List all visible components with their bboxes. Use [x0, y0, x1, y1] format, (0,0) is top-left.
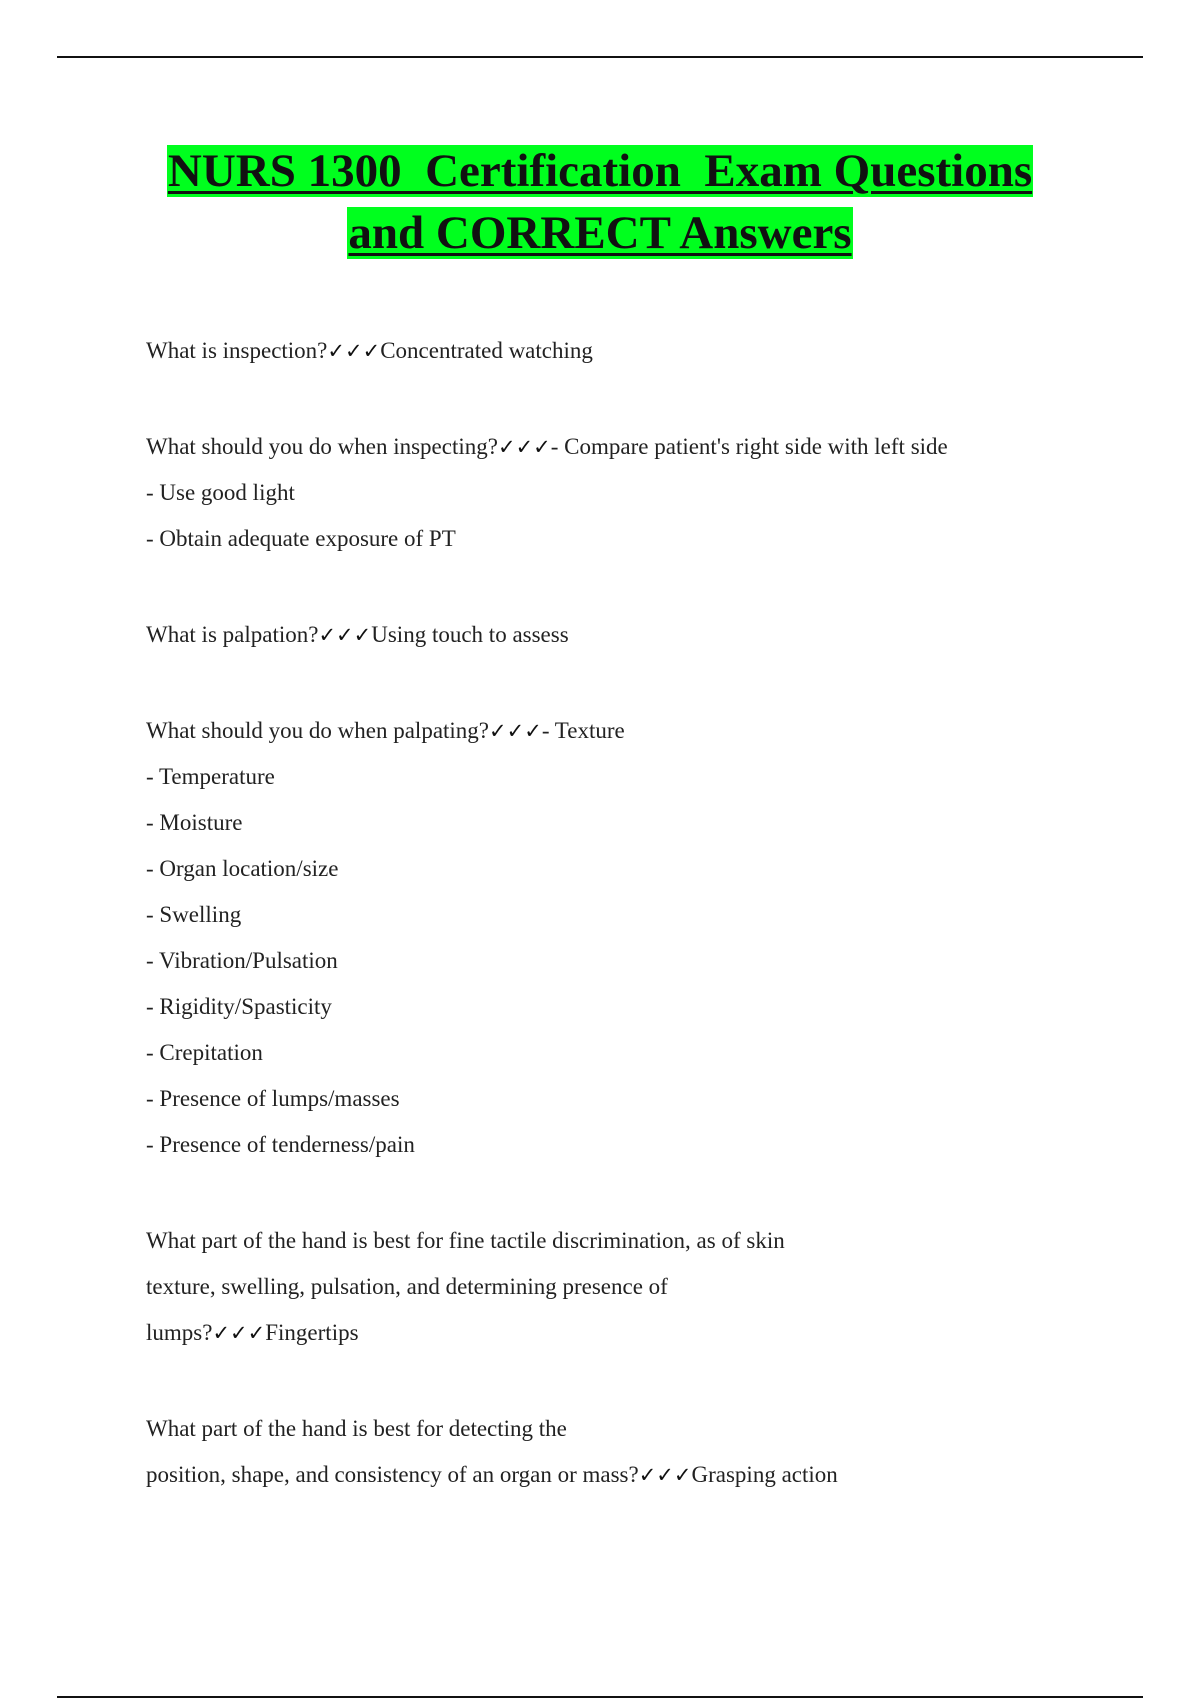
answer-line: - Organ location/size	[146, 856, 339, 881]
answer-line: - Rigidity/Spasticity	[146, 994, 332, 1019]
question-line: What part of the hand is best for detecting the	[146, 1416, 567, 1441]
answer-line: - Obtain adequate exposure of PT	[146, 526, 456, 551]
answer-line: - Moisture	[146, 810, 243, 835]
qa-line	[146, 328, 1146, 374]
qa-line	[146, 1452, 1146, 1498]
check-marks-icon: ✓✓✓	[489, 719, 542, 743]
answer-line: - Vibration/Pulsation	[146, 948, 338, 973]
question-text: What should you do when palpating?	[146, 718, 490, 743]
top-rule	[57, 56, 1143, 58]
answer-text: Using touch to assess	[371, 622, 569, 647]
title-line-1: NURS 1300 Certification Exam Questions	[167, 145, 1033, 197]
answer-text: Grasping action	[691, 1462, 838, 1487]
qa-list	[146, 328, 1146, 1498]
document-title	[0, 140, 1200, 264]
qa-line	[146, 612, 1146, 658]
answer-text: Concentrated watching	[380, 338, 593, 363]
question-line: What part of the hand is best for fine tactile discrimination, as of skin	[146, 1228, 785, 1253]
qa-item-fingertips	[146, 1218, 1146, 1356]
answer-text: - Texture	[541, 718, 625, 743]
answer-line: - Crepitation	[146, 1040, 263, 1065]
qa-item-palpating	[146, 708, 1146, 1168]
question-text: What should you do when inspecting?	[146, 434, 498, 459]
answer-line: - Presence of tenderness/pain	[146, 1132, 415, 1157]
qa-line	[146, 708, 1146, 754]
answer-text: Fingertips	[265, 1320, 359, 1345]
check-marks-icon: ✓✓✓	[212, 1321, 266, 1345]
check-marks-icon: ✓✓✓	[497, 435, 551, 459]
qa-line	[146, 1310, 1146, 1356]
check-marks-icon: ✓✓✓	[327, 339, 381, 363]
check-marks-icon: ✓✓✓	[638, 1463, 692, 1487]
answer-line: - Presence of lumps/masses	[146, 1086, 400, 1111]
check-marks-icon: ✓✓✓	[318, 623, 372, 647]
question-line: texture, swelling, pulsation, and determining presence of	[146, 1274, 668, 1299]
qa-item-inspection	[146, 328, 1146, 374]
bottom-rule	[57, 1696, 1143, 1698]
answer-text: - Compare patient's right side with left side	[550, 434, 948, 459]
question-text: What is palpation?	[146, 622, 319, 647]
answer-line: - Temperature	[146, 764, 275, 789]
question-text: lumps?	[146, 1320, 213, 1345]
qa-item-grasping	[146, 1406, 1146, 1498]
question-text: What is inspection?	[146, 338, 328, 363]
qa-item-palpation	[146, 612, 1146, 658]
question-text: position, shape, and consistency of an organ or mass?	[146, 1462, 639, 1487]
answer-line: - Swelling	[146, 902, 242, 927]
qa-item-inspecting	[146, 424, 1146, 562]
title-line-2: and CORRECT Answers	[348, 207, 852, 259]
qa-line	[146, 424, 1146, 470]
answer-line: - Use good light	[146, 480, 295, 505]
